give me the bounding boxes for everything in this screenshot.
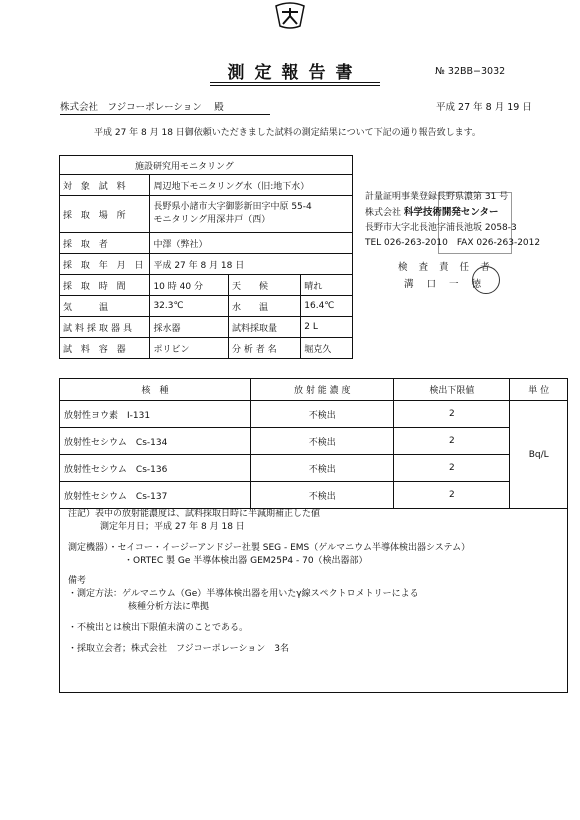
nuclide-cell: 放射性セシウム Cs-136 bbox=[60, 455, 251, 482]
label-time: 採 取 時 間 bbox=[60, 275, 150, 296]
label-tool: 試料採取器具 bbox=[60, 317, 150, 338]
value-amount: 2 L bbox=[301, 317, 353, 338]
label-collector: 採 取 者 bbox=[60, 233, 150, 254]
lab-address: 長野市大字北長池字浦長池坂 2058-3 bbox=[365, 223, 517, 233]
lab-tel-fax: TEL 026-263-2010 FAX 026-263-2012 bbox=[365, 238, 541, 248]
table-row bbox=[60, 455, 568, 482]
results-table bbox=[59, 378, 568, 509]
conc-cell: 不検出 bbox=[251, 401, 394, 428]
page-title: 測定報告書 bbox=[227, 63, 363, 83]
recipient: 株式会社 フジコーポレーション 殿 bbox=[60, 99, 270, 115]
value-collector: 中澤（弊社） bbox=[150, 233, 353, 254]
limit-cell: 2 bbox=[394, 455, 510, 482]
lab-company-prefix: 株式会社 bbox=[365, 208, 402, 218]
label-place: 採 取 場 所 bbox=[60, 196, 150, 233]
value-weather: 晴れ bbox=[301, 275, 353, 296]
limit-cell: 2 bbox=[394, 401, 510, 428]
value-date: 平成 27 年 8 月 18 日 bbox=[150, 254, 353, 275]
col-concentration: 放 射 能 濃 度 bbox=[251, 379, 394, 401]
equipment-line-1: 測定機器）・セイコー・イージーアンドジー社製 SEG - EMS（ゲルマニウム半導体検出器システム） bbox=[68, 543, 471, 553]
col-nuclide: 核 種 bbox=[60, 379, 251, 401]
label-air-temp: 気 温 bbox=[60, 296, 150, 317]
value-air-temp: 32.3℃ bbox=[150, 296, 229, 317]
note-line-1: 注記）表中の放射能濃度は、試料採取日時に半減期補正した値 bbox=[68, 509, 321, 519]
value-time: 10 時 40 分 bbox=[150, 275, 229, 296]
label-water-temp: 水 温 bbox=[228, 296, 300, 317]
label-weather: 天 候 bbox=[228, 275, 300, 296]
notes-text bbox=[68, 508, 470, 568]
value-place bbox=[150, 196, 353, 233]
method-line-1: ・測定方法：ゲルマニウム（Ge）半導体検出器を用いたγ線スペクトロメトリーによる bbox=[68, 589, 419, 599]
conc-cell: 不検出 bbox=[251, 482, 394, 509]
col-unit: 単 位 bbox=[510, 379, 568, 401]
value-water-temp: 16.4℃ bbox=[301, 296, 353, 317]
nuclide-cell: 放射性ヨウ素 I-131 bbox=[60, 401, 251, 428]
inspector-title: 検 査 責 任 者 bbox=[398, 262, 494, 273]
lab-registration: 計量証明事業登録長野県濃第 31 号 bbox=[365, 192, 509, 202]
remarks-title: 備考 bbox=[68, 576, 87, 586]
report-date: 平成 27 年 8 月 19 日 bbox=[436, 102, 532, 113]
place-line-2: モニタリング用深井戸（西） bbox=[153, 215, 271, 225]
value-analyst: 堀克久 bbox=[301, 338, 353, 359]
equipment-line-2: ・ORTEC 製 Ge 半導体検出器 GEM25P4 - 70（検出器部） bbox=[124, 556, 368, 566]
remarks bbox=[68, 575, 419, 656]
limit-cell: 2 bbox=[394, 482, 510, 509]
label-container: 試 料 容 器 bbox=[60, 338, 150, 359]
value-tool: 採水器 bbox=[150, 317, 229, 338]
title-underline-2 bbox=[210, 85, 380, 86]
label-analyst: 分 析 者 名 bbox=[228, 338, 300, 359]
conc-cell: 不検出 bbox=[251, 428, 394, 455]
report-number: № 32BB−3032 bbox=[435, 66, 506, 77]
value-container: ポリビン bbox=[150, 338, 229, 359]
col-limit: 検出下限値 bbox=[394, 379, 510, 401]
lab-info bbox=[365, 190, 540, 251]
limit-cell: 2 bbox=[394, 428, 510, 455]
nuclide-cell: 放射性セシウム Cs-137 bbox=[60, 482, 251, 509]
personal-seal-stamp bbox=[472, 266, 500, 294]
place-line-1: 長野県小諸市大字御影新田字中原 55-4 bbox=[153, 202, 312, 212]
lab-company bbox=[365, 205, 540, 221]
method-line-2: 核種分析方法に準拠 bbox=[128, 602, 210, 612]
note-line-2: 測定年月日；平成 27 年 8 月 18 日 bbox=[100, 522, 245, 532]
intro-text: 平成 27 年 8 月 18 日御依頼いただきました試料の測定結果について下記の通り報告致します。 bbox=[94, 128, 481, 138]
label-date: 採 取 年 月 日 bbox=[60, 254, 150, 275]
company-logo-icon bbox=[270, 2, 310, 30]
sample-info-table bbox=[59, 155, 353, 359]
conc-cell: 不検出 bbox=[251, 455, 394, 482]
unit-cell: Bq/L bbox=[510, 401, 568, 509]
value-subject: 周辺地下モニタリング水（旧:地下水） bbox=[150, 175, 353, 196]
table-row bbox=[60, 428, 568, 455]
title-underline bbox=[210, 82, 380, 83]
label-subject: 対 象 試 料 bbox=[60, 175, 150, 196]
label-amount: 試料採取量 bbox=[228, 317, 300, 338]
lab-company-name: 科学技術開発センター bbox=[403, 207, 499, 218]
nuclide-cell: 放射性セシウム Cs-134 bbox=[60, 428, 251, 455]
inspector-name: 溝 口 一 徳 bbox=[404, 279, 487, 290]
witness-note: ・採取立会者；株式会社 フジコーポレーション 3名 bbox=[68, 644, 290, 654]
table-row bbox=[60, 401, 568, 428]
info-heading: 施設研究用モニタリング bbox=[60, 156, 353, 175]
below-limit-note: ・不検出とは検出下限値未満のことである。 bbox=[68, 623, 249, 633]
